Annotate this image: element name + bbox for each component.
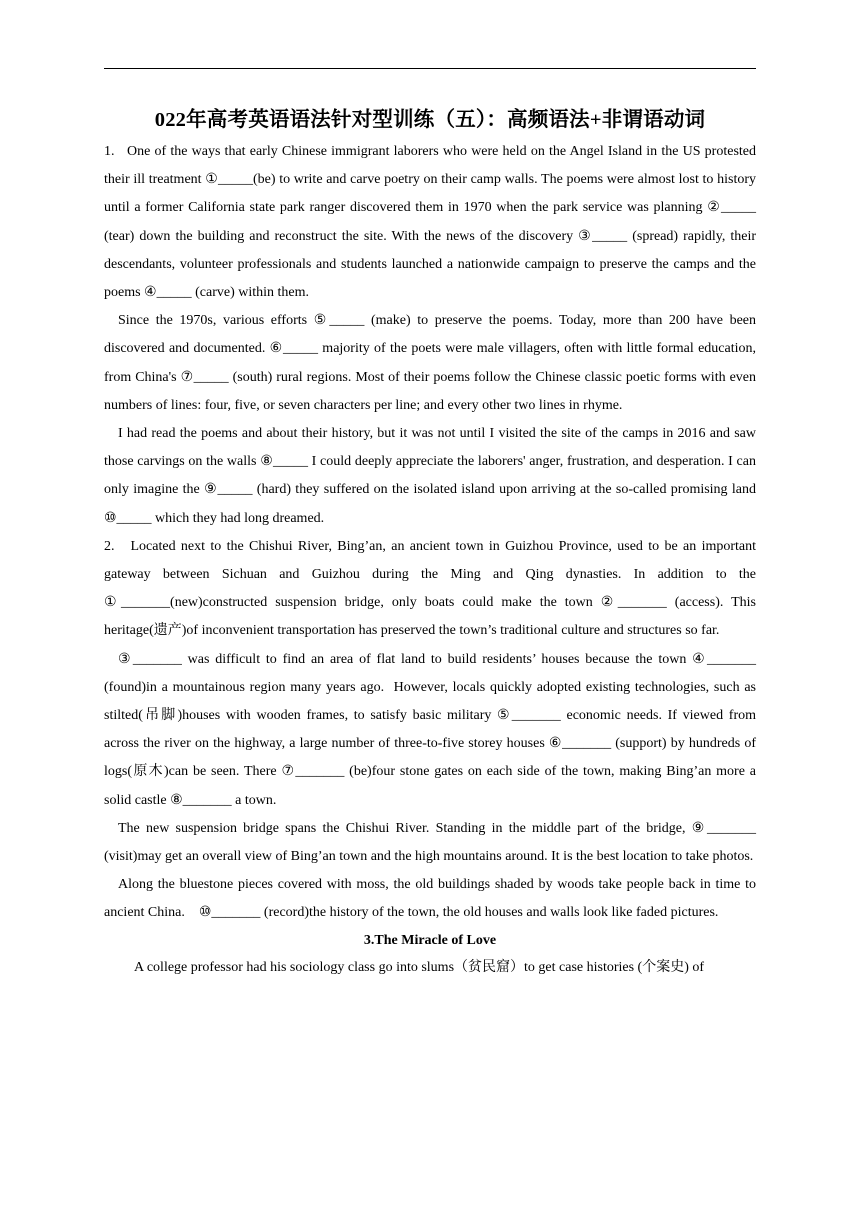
passage2-paragraph4: Along the bluestone pieces covered with moss, the old buildings shaded by woods take people back in time to ancient China. ⑩_______ (record)the history of the town, the old houses and walls look like faded pictures. [104, 877, 756, 921]
header-rule [104, 68, 756, 69]
page-title: 022年高考英语语法针对型训练（五）：高频语法+非谓语动词 [154, 109, 706, 131]
passage2-paragraph3: The new suspension bridge spans the Chishui River. Standing in the middle part of the bridge, ⑨_______ (visit)may get an overall view of Bing’an town and the high mountains around. It is the best location to take photos. [104, 820, 756, 865]
passage2-paragraph2: ③_______ was difficult to find an area of flat land to build residents’ houses because the town ④_______ (found)in a mountainous region many years ago. However, locals quickly adopted existing technologies, such as stilted(吊脚)houses with wooden frames, to satisfy basic military ⑤_______ economic needs. If viewed from across the river on the highway, a large number of three-to-five storey houses ⑥_______ (support) by hundreds of logs(原木)can be seen. There ⑦_______ (be)four stone gates on each side of the town, making Bing’an more a solid castle ⑧_______ a town. [104, 651, 756, 808]
passage3-title: 3.The Miracle of Love [363, 932, 497, 948]
document-page [104, 68, 756, 982]
passage1-paragraph1: 1. One of the ways that early Chinese immigrant laborers who were held on the Angel Island in the US protested their ill treatment ①_____(be) to write and carve poetry on their camp walls. The poems were almost lost to history until a former California state park ranger discovered them in 1970 when the park service was planning ②_____ (tear) down the building and reconstruct the site. With the news of the discovery ③_____ (spread) rapidly, their descendants, volunteer professionals and students launched a nationwide campaign to preserve the camps and the poems ④_____ (carve) within them. [104, 144, 756, 301]
passage1-paragraph3: I had read the poems and about their history, but it was not until I visited the site of the camps in 2016 and saw those carvings on the walls ⑧_____ I could deeply appreciate the laborers' anger, frustration, and desperation. I can only imagine the ⑨_____ (hard) they suffered on the isolated island upon arriving at the so-called promising land ⑩_____ which they had long dreamed. [104, 426, 756, 526]
passage2-paragraph1: 2. Located next to the Chishui River, Bing’an, an ancient town in Guizhou Province, used to be an important gateway between Sichuan and Guizhou during the Ming and Qing dynasties. In addition to the ①_______(new)constructed suspension bridge, only boats could make the town ②_______ (access). This heritage(遗产)of inconvenient transportation has preserved the town’s traditional culture and structures so far. [104, 538, 756, 639]
document-body [104, 138, 756, 982]
passage1-paragraph2: Since the 1970s, various efforts ⑤_____ (make) to preserve the poems. Today, more than 200 have been discovered and documented. ⑥_____ majority of the poets were male villagers, often with little formal education, from China's ⑦_____ (south) rural regions. Most of their poems follow the Chinese classic poetic forms with even numbers of lines: four, five, or seven characters per line; and every other two lines in rhyme. [104, 313, 756, 413]
passage3-paragraph1: A college professor had his sociology class go into slums（贫民窟）to get case histories (个案史) of [134, 959, 705, 975]
